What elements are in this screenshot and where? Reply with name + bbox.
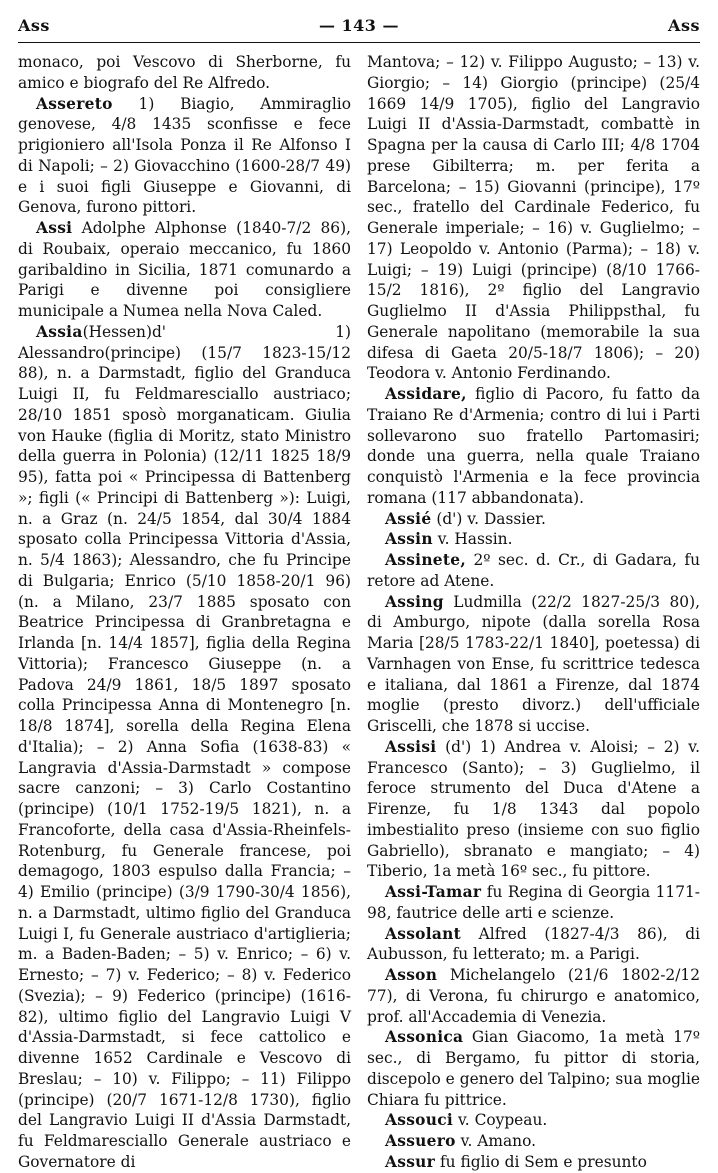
entry-headword: Assuero	[385, 1132, 456, 1150]
entry-headword: Assia	[36, 322, 83, 341]
header-right-word: Ass	[668, 15, 700, 35]
entry-headword: Assouci	[385, 1111, 454, 1130]
entry-assuero: Assuero v. Amano.	[385, 1132, 536, 1150]
entry-headword: Assidare,	[385, 385, 467, 403]
page-number: — 143 —	[318, 15, 400, 35]
right-column	[367, 52, 700, 1171]
entry-headword: Assié	[385, 509, 432, 528]
entry-assur: Assur fu figlio di Sem e presunto	[385, 1152, 647, 1171]
entry-assereto: Assereto 1) Biagio, Ammiraglio genovese, 4/8 1435 sconfisse e fece prigioniero all'Isola Ponza il Re Alfonso I di Napoli; – 2) Giovacchino (1600-28/7 49) e i suoi figli Giuseppe e Giovanni, di Genova, furono pittori.	[18, 94, 351, 217]
entry-headword: Assin	[385, 530, 433, 549]
entry-assinete: Assinete, 2º sec. d. Cr., di Gadara, fu retore ad Atene.	[367, 551, 700, 590]
entry-assi: Assi Adolphe Alphonse (1840-7/2 86), di Roubaix, operaio meccanico, fu 1860 garibaldino in Sicilia, 1871 comunardo a Parigi e divenne poi consigliere municipale a Numea nella Nova Caled.	[18, 219, 351, 320]
entry-headword: Assonica	[385, 1028, 464, 1047]
entry-headword: Assisi	[385, 737, 437, 756]
entry-continuation: Mantova; – 12) v. Filippo Augusto; – 13) v. Giorgio; – 14) Giorgio (principe) (25/4 1669 14/9 1705), figlio del Langravio Luigi II d'Assia-Darmstadt, combattè in Spagna per la causa di Carlo III; 4/8 1704 prese Gibilterra; m. per ferita a Barcelona; – 15) Giovanni (principe), 17º sec., fratello del Cardinale Federico, fu Generale imperiale; – 16) v. Guglielmo; – 17) Leopoldo v. Antonio (Parma); – 18) v. Luigi; – 19) Luigi (principe) (8/10 1766-15/2 1816), 2º figlio del Langravio Guglielmo II d'Assia Philippsthal, fu Generale napolitano (memorabile la sua difesa di Gaeta 20/5-18/7 1806); – 20) Teodora v. Antonio Ferdinando.	[367, 53, 700, 383]
entry-assin: Assin v. Hassin.	[385, 530, 513, 549]
entry-assouci: Assouci v. Coypeau.	[385, 1111, 548, 1130]
entry-assolant: Assolant Alfred (1827-4/3 86), di Aubusson, fu letterato; m. a Parigi.	[367, 924, 700, 964]
entry-continuation: monaco, poi Vescovo di Sherborne, fu amico e biografo del Re Alfredo.	[18, 53, 351, 92]
text-columns	[18, 52, 700, 1171]
entry-headword: Assinete,	[385, 551, 467, 569]
entry-asson: Asson Michelangelo (21/6 1802-2/12 77), di Verona, fu chirurgo e anatomico, prof. all'Accademia di Venezia.	[367, 966, 700, 1026]
running-header	[18, 12, 700, 38]
entry-headword: Assolant	[385, 924, 462, 943]
entry-headword: Assereto	[36, 94, 113, 113]
entry-assidare: Assidare, figlio di Pacoro, fu fatto da Traiano Re d'Armenia; contro di lui i Parti sollevarono suo fratello Partomasiri; donde una guerra, nella quale Traiano conquistò l'Armenia e la fece provincia romana (117 abbandonata).	[367, 385, 700, 507]
entry-assing: Assing Ludmilla (22/2 1827-25/3 80), di Amburgo, nipote (dalla sorella Rosa Maria [28/5 1783-22/1 1840], poetessa) di Varnhagen von Ense, fu scrittrice tedesca e italiana, dal 1861 a Firenze, dal 1874 moglie (presto divorz.) dell'ufficiale Griscelli, che 1878 si uccise.	[367, 592, 700, 735]
entry-assie: Assié (d') v. Dassier.	[385, 509, 546, 528]
entry-assi-tamar: Assi-Tamar fu Regina di Georgia 1171-98, fautrice delle arti e scienze.	[367, 883, 700, 922]
entry-headword: Assi-Tamar	[385, 883, 482, 901]
header-rule	[18, 42, 700, 43]
left-column	[18, 52, 351, 1171]
entry-assisi: Assisi (d') 1) Andrea v. Aloisi; – 2) v. Francesco (Santo); – 3) Guglielmo, il feroce strumento del Duca d'Atene a Firenze, fu 1/8 1343 dal popolo imbestialito preso (insieme con suo figlio Gabriello), sbranato e mangiato; – 4) Tiberio, 1a metà 16º sec., fu pittore.	[367, 737, 700, 881]
entry-assonica: Assonica Gian Giacomo, 1a metà 17º sec., di Bergamo, fu pittor di storia, discepolo e genero del Talpino; sua moglie Chiara fu pittrice.	[367, 1028, 700, 1109]
entry-headword: Asson	[385, 966, 438, 984]
entry-assia: Assia(Hessen)d' 1) Alessandro(principe) (15/7 1823-15/12 88), n. a Darmstadt, figlio del Granduca Luigi II, fu Feldmaresciallo austriaco; 28/10 1851 sposò morganaticam. Giulia von Hauke (figlia di Moritz, stato Ministro della guerra in Polonia) (12/11 1825 18/9 95), fatta poi « Principessa di Battenberg »; figli (« Principi di Battenberg »): Luigi, n. a Graz (n. 24/5 1854, dal 30/4 1884 sposato colla Principessa Vittoria d'Assia, n. 5/4 1863); Alessandro, che fu Principe di Bulgaria; Enrico (5/10 1858-20/1 96) (n. a Milano, 23/7 1885 sposato con Beatrice Principessa di Granbretagna e Irlanda [n. 14/4 1857], figlia della Regina Vittoria); Francesco Giuseppe (n. a Padova 24/9 1861, 18/5 1897 sposato colla Principessa Anna di Montenegro [n. 18/8 1874], sorella della Regina Elena d'Italia); – 2) Anna Sofia (1638-83) « Langravia d'Assia-Darmstadt » compose sacre canzoni; – 3) Carlo Costantino (principe) (10/1 1752-19/5 1821), n. a Francoforte, della casa d'Assia-Rheinfels-Rotenburg, fu Generale francese, poi demagogo, 1803 espulso dalla Francia; – 4) Emilio (principe) (3/9 1790-30/4 1856), n. a Darmstadt, ultimo figlio del Granduca Luigi I, fu Generale austriaco d'artiglieria; m. a Baden-Baden; – 5) v. Enrico; – 6) v. Ernesto; – 7) v. Federico; – 8) v. Federico (Svezia); – 9) Federico (principe) (1616-82), ultimo figlio del Langravio Luigi V d'Assia-Darmstadt, si fece cattolico e divenne 1652 Cardinale e Vescovo di Breslau; – 10) v. Filippo; – 11) Filippo (principe) (20/7 1671-12/8 1730), figlio del Langravio Luigi II d'Assia Darmstadt, fu Feldmaresciallo Generale austriaco e Governatore di	[18, 322, 351, 1171]
header-left-word: Ass	[18, 15, 50, 35]
entry-headword: Assur	[385, 1152, 436, 1171]
entry-headword: Assing	[385, 592, 444, 611]
entry-headword: Assi	[36, 219, 73, 237]
